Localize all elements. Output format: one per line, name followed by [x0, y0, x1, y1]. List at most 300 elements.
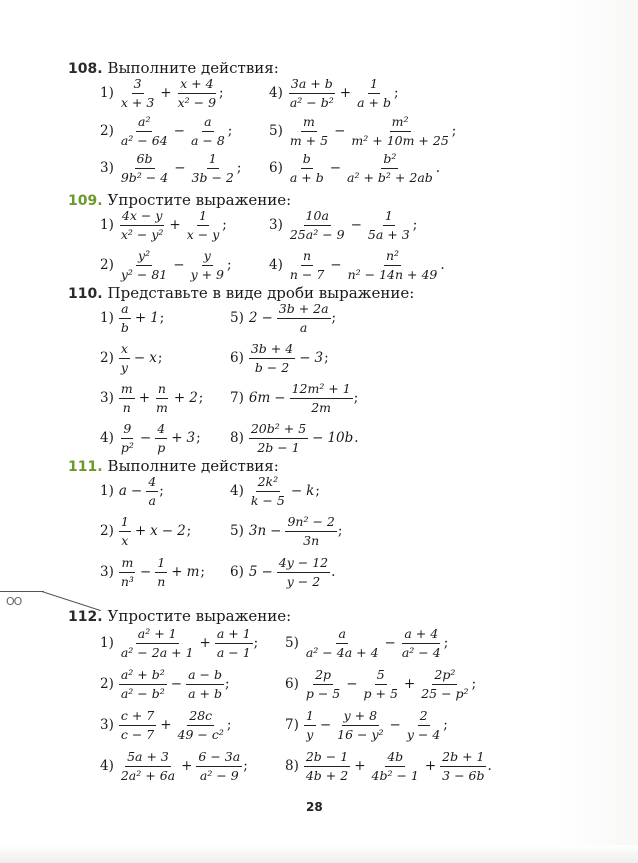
problem-number: 108.	[68, 61, 103, 77]
numerator: a − b	[186, 668, 224, 685]
exercise-item	[100, 342, 162, 375]
exercise-item	[100, 77, 224, 110]
page-number: 28	[306, 800, 323, 814]
term: 5	[248, 563, 258, 580]
denominator: y − 4	[406, 726, 441, 742]
denominator: x² − y²	[120, 226, 164, 242]
exercise-item	[269, 249, 445, 282]
denominator: a² − b²	[289, 94, 334, 110]
denominator: 4b² − 1	[371, 767, 419, 783]
fraction	[304, 709, 316, 742]
item-number: 2)	[100, 675, 114, 692]
punctuation: ;	[324, 349, 329, 366]
fraction	[119, 556, 136, 589]
item-number: 5)	[285, 634, 299, 651]
item-number: 8)	[285, 757, 299, 774]
item-number: 3)	[100, 563, 114, 580]
denominator: a	[148, 492, 156, 508]
numerator: 2b + 1	[440, 750, 486, 767]
numerator: 1	[304, 709, 316, 726]
fraction	[119, 77, 156, 110]
denominator: m	[156, 399, 168, 415]
exercise-item	[100, 209, 227, 242]
problem-0-header	[68, 58, 279, 77]
operator: −	[329, 159, 342, 176]
item-number: 1)	[100, 634, 114, 651]
item-number: 5)	[269, 122, 283, 139]
fraction	[285, 515, 336, 548]
punctuation: ;	[353, 389, 359, 406]
denominator: y − 2	[286, 573, 321, 589]
item-number: 4)	[269, 84, 283, 101]
denominator: 25a² − 9	[289, 226, 345, 242]
term: 6m	[248, 389, 271, 406]
exercise-item	[230, 475, 320, 508]
bleed-through-shade	[555, 0, 638, 863]
term: 10b	[327, 429, 354, 446]
denominator: n³	[120, 573, 134, 589]
operator: +	[181, 757, 193, 774]
denominator: n	[122, 399, 131, 415]
denominator: a² − 64	[120, 132, 168, 148]
fraction	[304, 668, 342, 701]
denominator: x − y	[186, 226, 220, 242]
operator: −	[334, 122, 346, 139]
numerator: b²	[381, 152, 398, 169]
punctuation: ;	[157, 349, 163, 366]
exercise-item	[100, 382, 203, 415]
denominator: a² − 4a + 4	[305, 644, 379, 660]
denominator: p	[157, 439, 166, 455]
numerator: y²	[136, 249, 152, 266]
item-number: 5)	[230, 522, 244, 539]
fraction	[288, 249, 326, 282]
term: 2	[189, 389, 198, 406]
operator: +	[169, 216, 181, 233]
punctuation: ;	[331, 309, 337, 326]
item-number: 2)	[100, 349, 114, 366]
denominator: a² − 2a + 1	[120, 644, 194, 660]
fraction	[405, 709, 442, 742]
fraction	[119, 209, 166, 242]
numerator: a² + 1	[136, 627, 179, 644]
numerator: 1	[207, 152, 219, 169]
fraction	[119, 709, 156, 742]
numerator: c + 7	[119, 709, 156, 726]
item-number: 2)	[100, 522, 114, 539]
operator: +	[134, 522, 147, 539]
numerator: n²	[384, 249, 401, 266]
fraction	[119, 668, 167, 701]
fraction	[349, 115, 450, 148]
numerator: x + 4	[178, 77, 215, 94]
numerator: 3a + b	[289, 77, 335, 94]
numerator: 1	[119, 515, 131, 532]
numerator: 2p	[313, 668, 333, 685]
operator: −	[350, 216, 362, 233]
operator: +	[138, 389, 151, 406]
fraction	[176, 709, 226, 742]
punctuation: ;	[337, 522, 343, 539]
denominator: y + 9	[190, 266, 225, 282]
denominator: a − 8	[190, 132, 225, 148]
exercise-item	[230, 342, 329, 375]
numerator: a + 4	[402, 627, 440, 644]
operator: +	[424, 757, 437, 774]
exercise-item	[230, 556, 335, 589]
punctuation: ;	[236, 159, 242, 176]
denominator: y² − 81	[120, 266, 168, 282]
operator: +	[160, 84, 172, 101]
operator: −	[312, 429, 324, 446]
exercise-item	[100, 152, 241, 185]
problem-title: Упростите выражение:	[107, 191, 292, 209]
operator: −	[270, 522, 282, 539]
numerator: 5a + 3	[125, 750, 171, 767]
denominator: 3n	[303, 532, 320, 548]
numerator: 6 − 3a	[196, 750, 242, 767]
denominator: y	[306, 726, 314, 742]
numerator: 3	[132, 77, 144, 94]
operator: +	[171, 563, 183, 580]
numerator: 10a	[304, 209, 331, 226]
item-number: 7)	[285, 716, 299, 733]
punctuation: ;	[443, 634, 449, 651]
fraction	[345, 152, 435, 185]
item-number: 1)	[100, 482, 114, 499]
exercise-item	[100, 115, 232, 148]
operator: −	[139, 563, 152, 580]
numerator: m	[301, 115, 317, 132]
fraction	[249, 475, 287, 508]
problem-4-header	[68, 606, 291, 625]
denominator: p²	[120, 439, 134, 455]
denominator: n² − 14n + 49	[347, 266, 438, 282]
denominator: 3 − 6b	[442, 767, 485, 783]
punctuation: ;	[227, 122, 233, 139]
item-number: 1)	[100, 84, 114, 101]
exercise-item	[100, 556, 205, 589]
numerator: 4b	[385, 750, 405, 767]
numerator: 28c	[187, 709, 214, 726]
item-number: 8)	[230, 429, 244, 446]
numerator: 6b	[135, 152, 155, 169]
denominator: a	[299, 319, 308, 335]
fraction	[190, 152, 236, 185]
term: m	[186, 563, 200, 580]
operator: −	[173, 256, 185, 273]
margin-tab-line	[0, 591, 44, 592]
denominator: 25 − p²	[421, 685, 469, 701]
fraction	[176, 77, 218, 110]
item-number: 6)	[230, 563, 244, 580]
problem-title: Выполните действия:	[107, 59, 279, 77]
denominator: 49 − c²	[177, 726, 224, 742]
operator: −	[261, 309, 273, 326]
numerator: a²	[136, 115, 152, 132]
punctuation: .	[440, 256, 445, 273]
denominator: 4b + 2	[305, 767, 349, 783]
fraction	[185, 209, 222, 242]
numerator: a + 1	[215, 627, 253, 644]
exercise-item	[269, 77, 399, 110]
operator: −	[173, 122, 185, 139]
denominator: 3b − 2	[191, 169, 234, 185]
exercise-item	[100, 750, 248, 783]
denominator: x² − 9	[177, 94, 217, 110]
punctuation: ;	[393, 84, 399, 101]
denominator: b	[120, 319, 129, 335]
fraction	[288, 152, 326, 185]
punctuation: ;	[412, 216, 418, 233]
fraction	[119, 382, 135, 415]
exercise-item	[100, 422, 201, 455]
fraction	[146, 475, 158, 508]
item-number: 3)	[100, 159, 114, 176]
item-number: 6)	[285, 675, 299, 692]
numerator: 9	[121, 422, 133, 439]
operator: −	[130, 482, 143, 499]
punctuation: ;	[315, 482, 320, 499]
numerator: m²	[390, 115, 411, 132]
denominator: m² + 10m + 25	[351, 132, 449, 148]
fraction	[277, 302, 331, 335]
fraction	[189, 115, 227, 148]
exercise-item	[230, 515, 342, 548]
operator: −	[161, 522, 174, 539]
denominator: a + b	[289, 169, 324, 185]
denominator: 2a² + 6a	[120, 767, 176, 783]
numerator: a	[202, 115, 213, 132]
exercise-item	[285, 668, 476, 701]
punctuation: ;	[451, 122, 457, 139]
exercise-item	[285, 750, 492, 783]
fraction	[366, 209, 412, 242]
numerator: n	[156, 382, 168, 399]
fraction	[288, 77, 336, 110]
numerator: 3b + 4	[249, 342, 295, 359]
punctuation: ;	[200, 563, 205, 580]
punctuation: ;	[159, 482, 164, 499]
item-number: 1)	[100, 216, 114, 233]
fraction	[304, 627, 381, 660]
fraction	[370, 750, 421, 783]
operator: +	[354, 757, 366, 774]
operator: −	[139, 429, 152, 446]
operator: +	[134, 309, 147, 326]
denominator: a + b	[357, 94, 391, 110]
exercise-item	[285, 709, 448, 742]
term: 2	[177, 522, 186, 539]
problem-3-header	[68, 456, 279, 475]
operator: −	[346, 675, 358, 692]
denominator: 2m	[311, 399, 332, 415]
numerator: y	[202, 249, 213, 266]
exercise-item	[269, 115, 456, 148]
exercise-item	[269, 152, 440, 185]
numerator: 3b + 2a	[277, 302, 331, 319]
denominator: c − 7	[120, 726, 155, 742]
fraction	[119, 750, 177, 783]
operator: +	[171, 429, 183, 446]
problem-number: 111.	[68, 459, 103, 475]
punctuation: ;	[227, 256, 232, 273]
fraction	[249, 422, 308, 455]
denominator: a² − b²	[120, 685, 165, 701]
numerator: 12m² + 1	[290, 382, 353, 399]
numerator: 4	[155, 422, 167, 439]
punctuation: ;	[196, 429, 201, 446]
fraction	[119, 422, 136, 455]
operator: +	[173, 389, 186, 406]
item-number: 7)	[230, 389, 244, 406]
item-number: 6)	[230, 349, 244, 366]
fraction	[440, 750, 486, 783]
operator: +	[160, 716, 172, 733]
exercise-item	[230, 422, 359, 455]
operator: −	[274, 389, 286, 406]
item-number: 3)	[100, 389, 114, 406]
fraction	[215, 627, 253, 660]
problem-number: 112.	[68, 609, 103, 625]
fraction	[249, 342, 295, 375]
denominator: n	[157, 573, 166, 589]
operator: −	[330, 256, 342, 273]
denominator: 16 − y²	[337, 726, 384, 742]
numerator: n	[301, 249, 313, 266]
term: a	[118, 482, 127, 499]
item-number: 4)	[269, 256, 283, 273]
fraction	[400, 627, 443, 660]
fraction	[288, 209, 347, 242]
numerator: 2b − 1	[304, 750, 350, 767]
punctuation: ;	[443, 716, 448, 733]
operator: −	[290, 482, 303, 499]
operator: −	[174, 159, 186, 176]
denominator: 2b − 1	[257, 439, 300, 455]
numerator: 4y − 12	[277, 556, 330, 573]
exercise-item	[100, 249, 232, 282]
item-number: 5)	[230, 309, 244, 326]
punctuation: .	[435, 159, 441, 176]
numerator: a² + b²	[119, 668, 167, 685]
punctuation: ;	[219, 84, 224, 101]
exercise-item	[100, 627, 258, 660]
exercise-item	[100, 302, 164, 335]
punctuation: ;	[159, 309, 165, 326]
exercise-item	[100, 709, 231, 742]
denominator: a − 1	[216, 644, 251, 660]
exercise-item	[100, 515, 191, 548]
numerator: m	[119, 382, 135, 399]
margin-tab-rings: OO	[6, 595, 22, 608]
numerator: 5	[375, 668, 387, 685]
denominator: 9b² − 4	[120, 169, 169, 185]
numerator: 2p²	[432, 668, 457, 685]
fraction	[154, 382, 170, 415]
fraction	[196, 750, 242, 783]
denominator: a² + b² + 2ab	[347, 169, 433, 185]
numerator: 1	[368, 77, 380, 94]
denominator: a² − 9	[199, 767, 239, 783]
item-number: 2)	[100, 122, 114, 139]
numerator: 4x − y	[120, 209, 165, 226]
denominator: x	[121, 532, 129, 548]
problem-title: Упростите выражение:	[107, 607, 292, 625]
item-number: 4)	[100, 429, 114, 446]
numerator: x	[119, 342, 130, 359]
term: 3n	[248, 522, 267, 539]
term: x	[149, 349, 157, 366]
punctuation: .	[331, 563, 336, 580]
item-number: 4)	[100, 757, 114, 774]
fraction	[119, 302, 131, 335]
denominator: x + 3	[120, 94, 155, 110]
fraction	[362, 668, 400, 701]
item-number: 3)	[269, 216, 283, 233]
fraction	[304, 750, 350, 783]
denominator: y	[120, 359, 128, 375]
punctuation: ;	[471, 675, 477, 692]
fraction	[288, 115, 330, 148]
term: x	[150, 522, 158, 539]
operator: −	[299, 349, 311, 366]
fraction	[119, 515, 131, 548]
fraction	[355, 77, 393, 110]
punctuation: ;	[222, 216, 227, 233]
punctuation: ;	[224, 675, 230, 692]
fraction	[155, 422, 167, 455]
numerator: 1	[155, 556, 167, 573]
fraction	[155, 556, 167, 589]
numerator: 9n² − 2	[285, 515, 336, 532]
problem-2-header	[68, 283, 414, 302]
numerator: 20b² + 5	[249, 422, 308, 439]
term: 3	[314, 349, 324, 366]
numerator: b	[301, 152, 313, 169]
operator: −	[389, 716, 401, 733]
denominator: a + b	[188, 685, 222, 701]
exercise-item	[100, 475, 164, 508]
operator: +	[199, 634, 211, 651]
exercise-item	[100, 668, 230, 701]
punctuation: ;	[243, 757, 248, 774]
numerator: 4	[146, 475, 158, 492]
denominator: a² − 4	[401, 644, 441, 660]
page-bottom-shade	[0, 845, 638, 863]
numerator: a	[336, 627, 347, 644]
item-number: 2)	[100, 256, 114, 273]
fraction	[189, 249, 226, 282]
item-number: 3)	[100, 716, 114, 733]
denominator: p + 5	[363, 685, 398, 701]
problem-number: 109.	[68, 193, 103, 209]
operator: +	[339, 84, 352, 101]
numerator: 2	[418, 709, 430, 726]
numerator: 2k²	[256, 475, 281, 492]
fraction	[119, 342, 130, 375]
denominator: m + 5	[289, 132, 329, 148]
term: 3	[186, 429, 196, 446]
numerator: y + 8	[342, 709, 379, 726]
term: k	[306, 482, 315, 499]
denominator: n − 7	[289, 266, 325, 282]
item-number: 1)	[100, 309, 114, 326]
term: 2	[248, 309, 258, 326]
operator: +	[403, 675, 416, 692]
fraction	[119, 627, 196, 660]
item-number: 6)	[269, 159, 283, 176]
